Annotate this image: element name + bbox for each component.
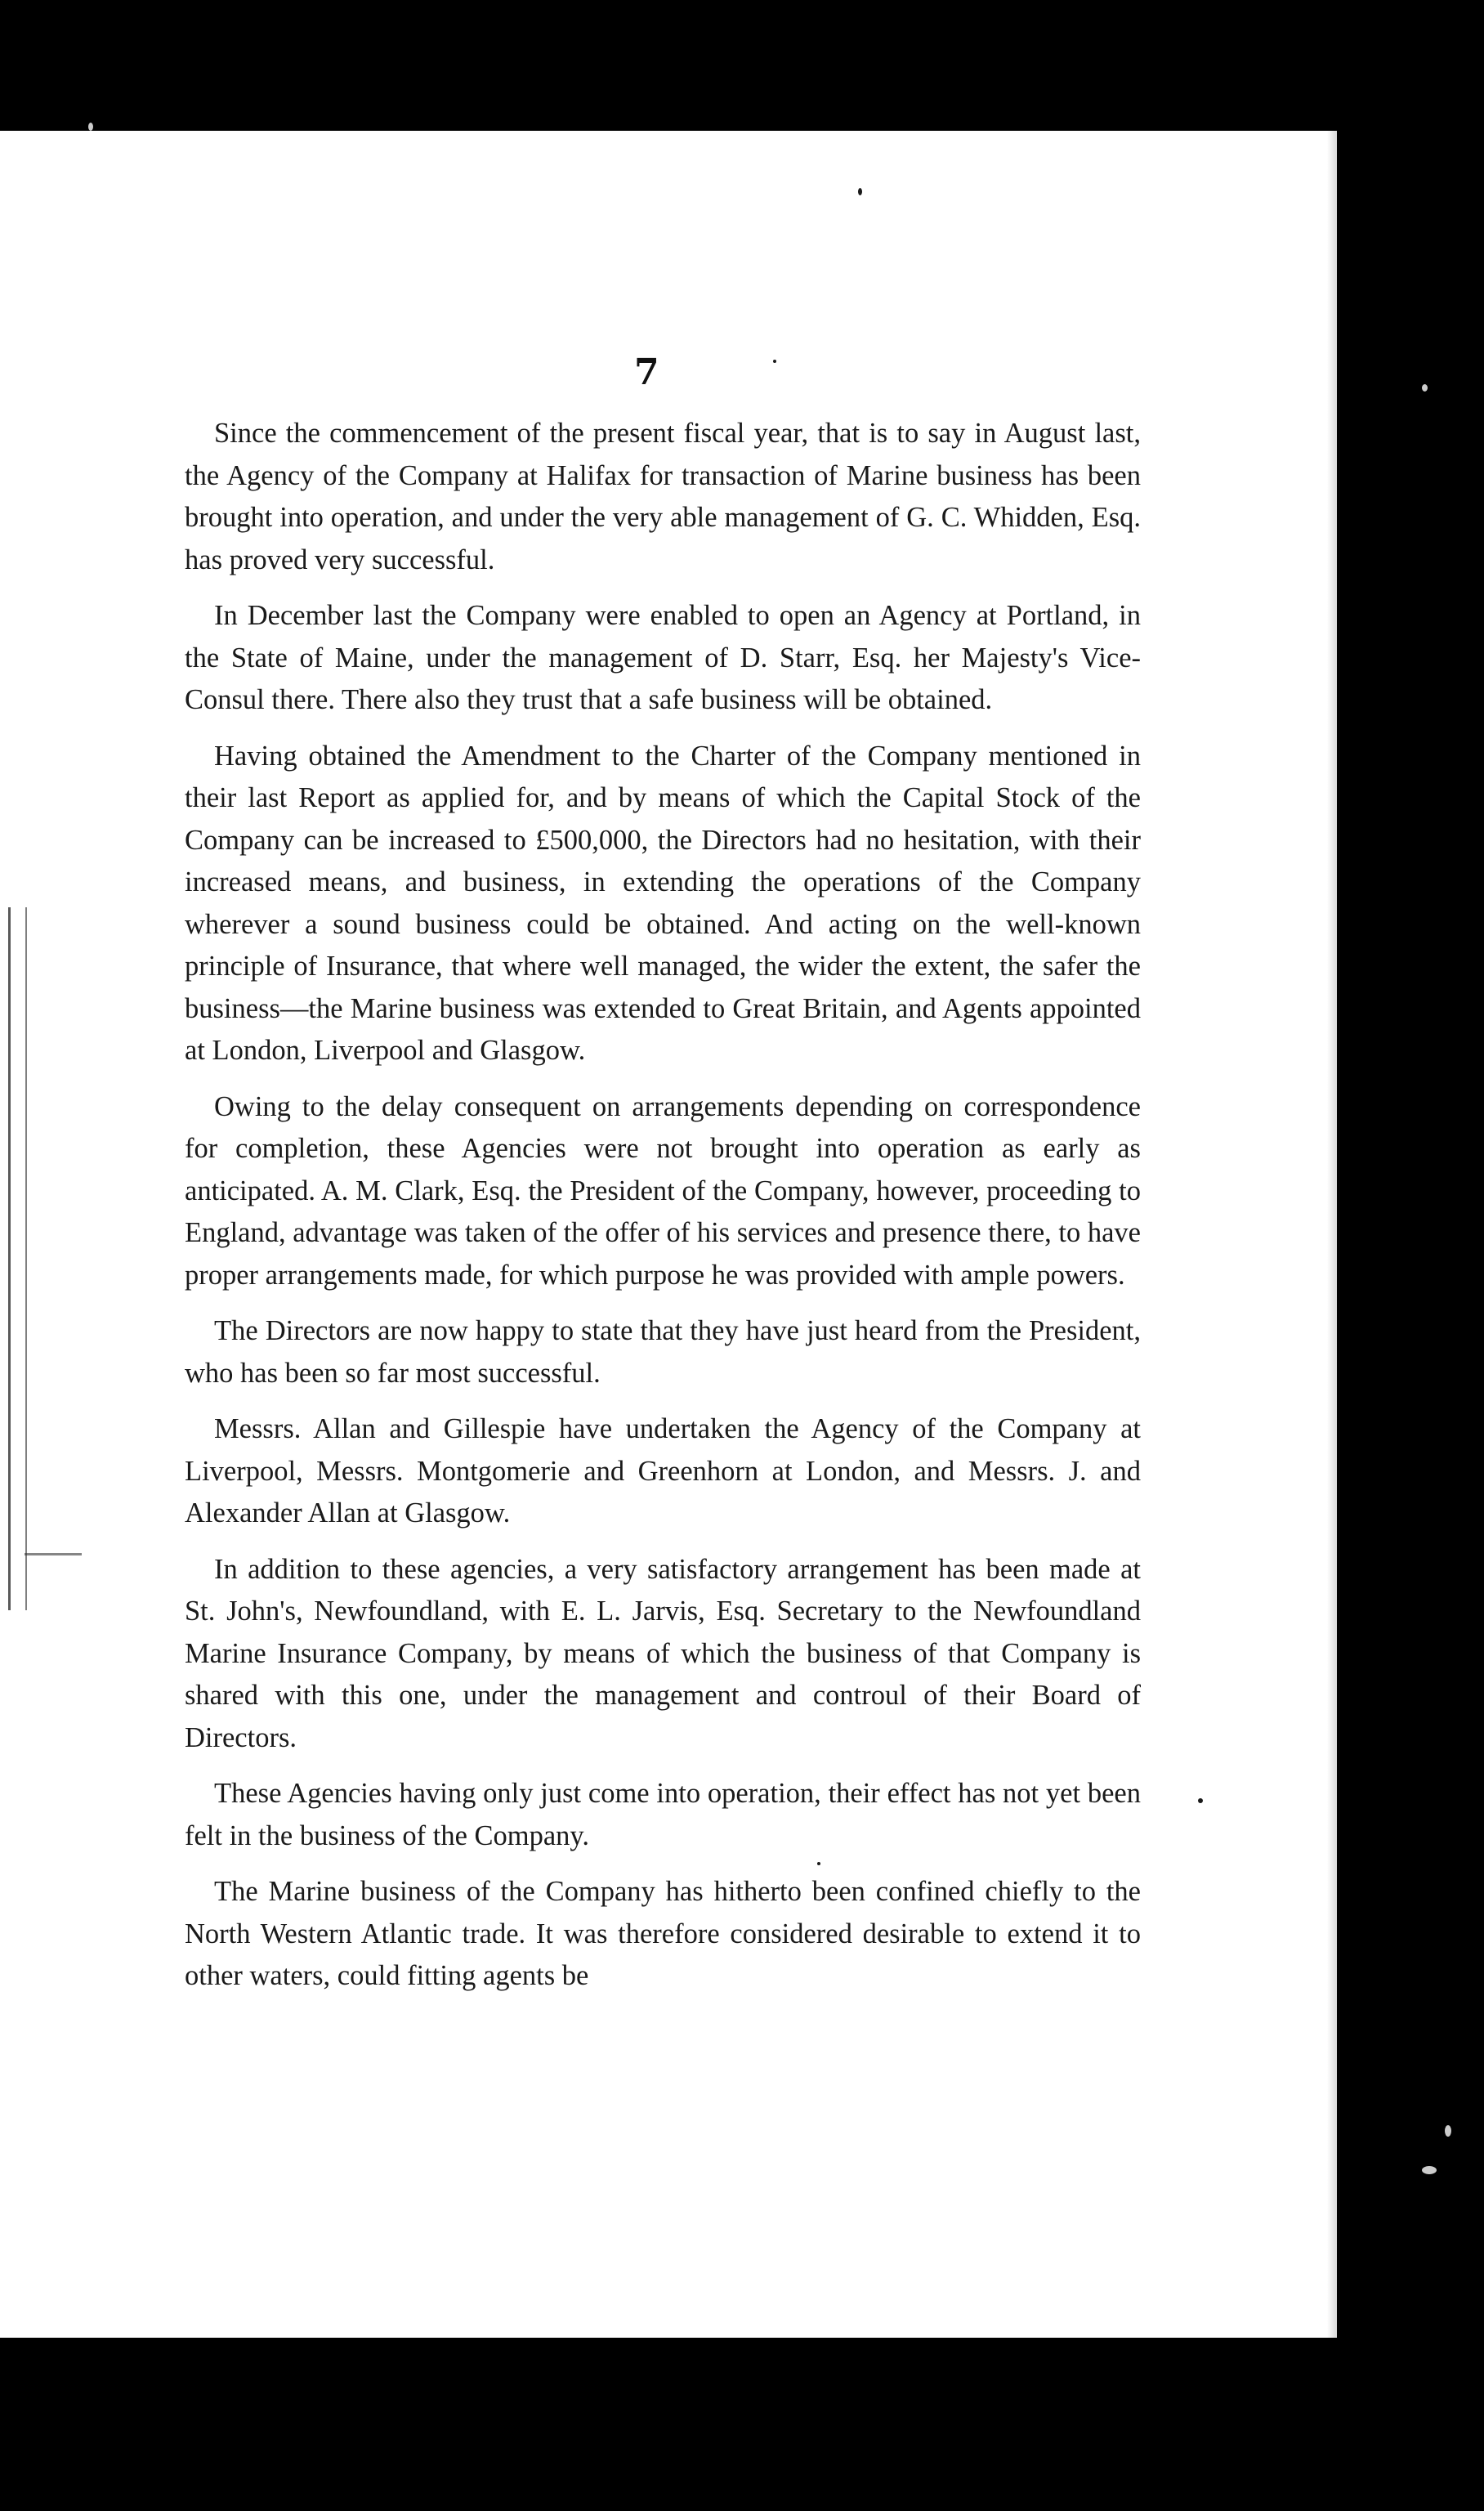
paragraph-halifax-agency: Since the commencement of the present fiscal year, that is to say in August last, the Agency of the Company at Halifax for transaction of Marine business has been brought into operation, and under the very able management of G. C. Whidden, Esq. has proved very successful. [185, 418, 1141, 575]
margin-speck [1445, 2125, 1451, 2137]
ink-speck [1198, 1798, 1203, 1803]
ink-speck [858, 188, 862, 195]
paragraph-marine-business: The Marine business of the Company has hitherto been confined chiefly to the North Western Atlantic trade. It was therefore considered desirable to extend it to other waters, could fitting agents be [185, 1876, 1141, 1991]
page-edge [1327, 131, 1337, 2338]
page-number: 7 [634, 351, 659, 393]
margin-speck [1422, 2166, 1437, 2174]
paragraph-newfoundland-arrangement: In addition to these agencies, a very satisfactory arrangement has been made at St. John's, Newfoundland, with E. L. Jarvis, Esq. Secretary to the Newfoundland Marine Insurance Company, by means of which the business of that Company is shared with this one, under the management and controul of their Board of Directors. [185, 1553, 1141, 1753]
paragraph-agents-appointed: Messrs. Allan and Gillespie have undertaken the Agency of the Company at Liverpool, Messrs. Montgomerie and Greenhorn at London, and Messrs. J. and Alexander Allan at Glasgow. [185, 1413, 1141, 1529]
paragraph-charter-amendment: Having obtained the Amendment to the Charter of the Company mentioned in their last Report as applied for, and by means of which the Capital Stock of the Company can be increased to £500,000, the Directors had no hesitation, with their increased means, and business, in extending the operations of the Company wherever a sound business could be obtained. And acting on the well-known principle of Insurance, that where well managed, the wider the extent, the safer the business—the Marine business was extended to Great Britain, and Agents appointed at London, Liverpool and Glasgow. [185, 740, 1141, 1066]
ink-speck [773, 360, 776, 363]
paragraph-agency-delay: Owing to the delay consequent on arrangements depending on correspondence for completion, these Agencies were not brought into operation as early as anticipated. A. M. Clark, Esq. the President of the Company, however, proceeding to England, advantage was taken of the offer of his services and presence there, to have proper arrangements made, for which purpose he was provided with ample powers. [185, 1090, 1141, 1291]
margin-speck [88, 123, 93, 131]
paragraph-agencies-effect: These Agencies having only just come into operation, their effect has not yet been felt in the business of the Company. [185, 1778, 1141, 1851]
binding-mark-corner [25, 1553, 82, 1613]
paragraph-portland-agency: In December last the Company were enabled to open an Agency at Portland, in the State of Maine, under the management of D. Starr, Esq. her Majesty's Vice-Consul there. There also they trust that a safe business will be obtained. [185, 600, 1141, 715]
margin-speck [1422, 384, 1428, 392]
paragraph-president-success: The Directors are now happy to state that they have just heard from the President, who has been so far most successful. [185, 1315, 1141, 1389]
binding-mark [8, 907, 27, 1610]
body-text [185, 413, 1141, 1998]
